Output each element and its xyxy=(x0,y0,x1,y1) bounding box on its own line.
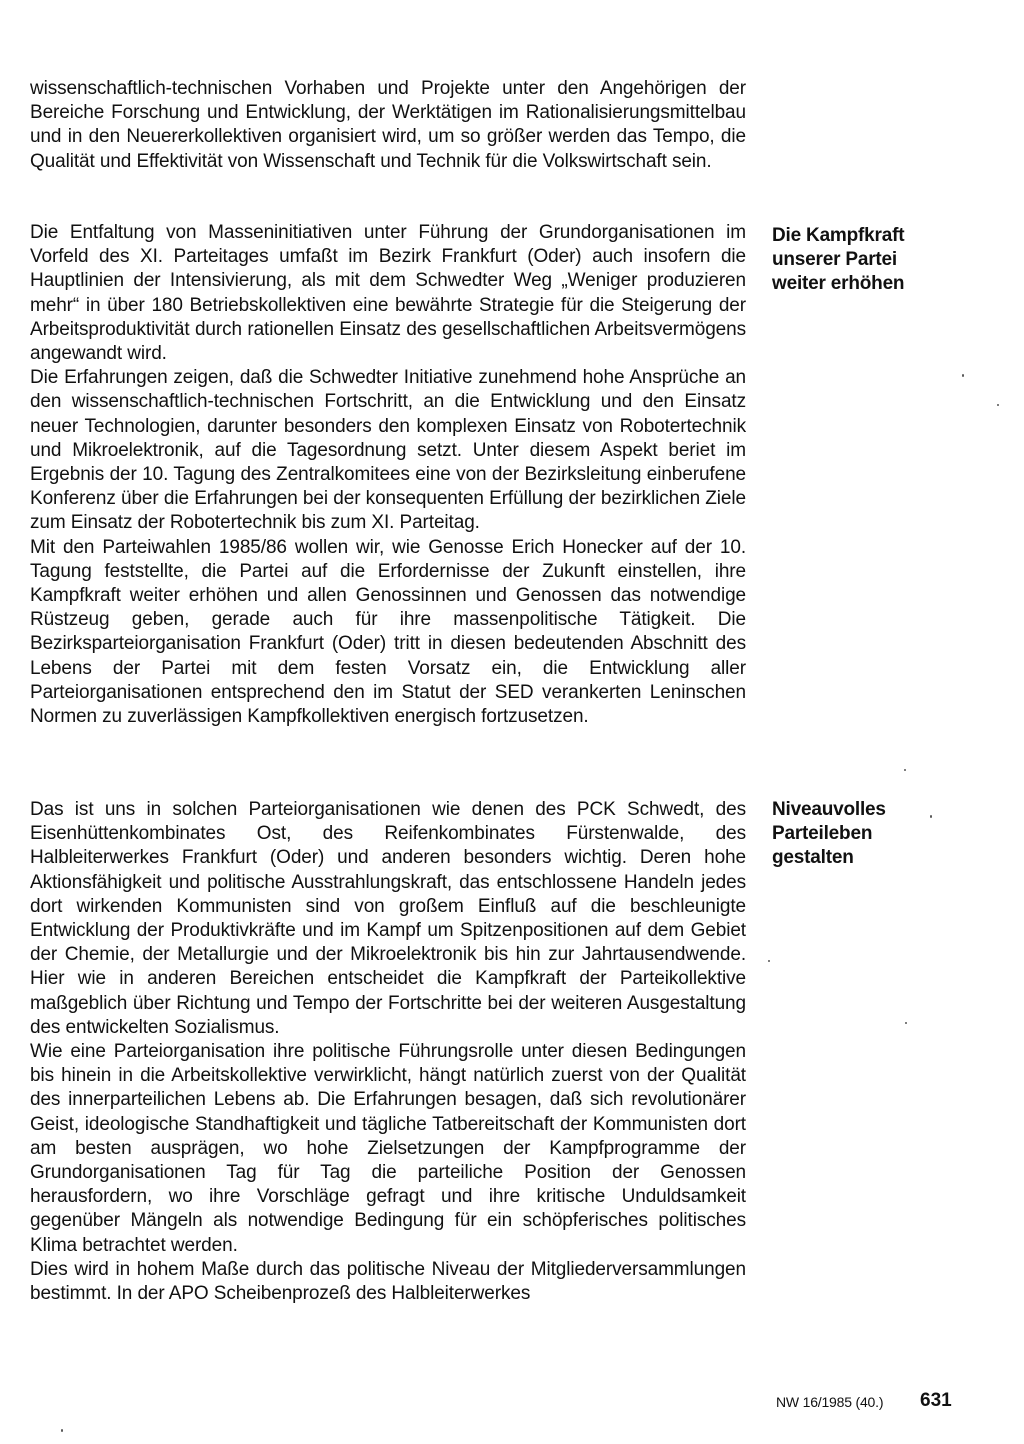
print-speck xyxy=(904,769,906,771)
margin-heading-kampfkraft xyxy=(772,224,952,296)
paragraph: wissenschaftlich-technischen Vorhaben und Projekte unter den Angehörigen der Bereiche Forschung und Entwicklung, der Werktätigen im Rationalisierungsmittelbau und in den Neuererkollektiven organisiert wird, um so größer werden das Tempo, die Qualität und Effektivität von Wissenschaft und Technik für die Volkswirtschaft sein. xyxy=(30,78,746,172)
paragraph: Dies wird in hohem Maße durch das politische Niveau der Mitgliederversammlungen bestimmt. In der APO Scheibenprozeß des Halbleiterwerkes xyxy=(30,1258,746,1305)
print-speck xyxy=(997,404,999,406)
text-block-intro xyxy=(30,77,746,174)
print-speck xyxy=(962,374,964,377)
heading-line: gestalten xyxy=(772,847,854,868)
heading-line: weiter erhöhen xyxy=(772,273,905,294)
print-speck xyxy=(768,960,770,962)
heading-line: Die Kampfkraft xyxy=(772,225,905,246)
paragraph: Die Entfaltung von Masseninitiativen unter Führung der Grundorganisationen im Vorfeld des XI. Parteitages umfaßt im Bezirk Frankfurt (Oder) auch insofern die Hauptlinien der Intensivierung, als mit dem Schwedter Weg „Weniger produzieren mehr“ in über 180 Betriebskollektiven eine bewährte Strategie für die Steigerung der Arbeitsproduktivität durch rationellen Einsatz des gesellschaftlichen Arbeitsvermögens angewandt wird. xyxy=(30,222,746,365)
paragraph: Die Erfahrungen zeigen, daß die Schwedter Initiative zunehmend hohe Ansprüche an den wissenschaftlich-technischen Fortschritt, an die Entwicklung und den Einsatz neuer Technologien, darunter besonders den komplexen Einsatz von Robotertechnik und Mikroelektronik, auf die Tagesordnung setzt. Unter diesem Aspekt beriet im Ergebnis der 10. Tagung des Zentralkomitees eine von der Bezirksleitung einberufene Konferenz über die Erfahrungen bei der konsequenten Erfüllung der bezirklichen Ziele zum Einsatz der Robotertechnik bis zum XI. Parteitag. xyxy=(30,367,746,534)
text-block-section-2 xyxy=(30,798,746,1306)
heading-line: unserer Partei xyxy=(772,249,897,270)
page-number: 631 xyxy=(920,1390,952,1411)
text-block-section-1 xyxy=(30,221,746,729)
print-speck xyxy=(905,1022,907,1024)
paragraph: Mit den Parteiwahlen 1985/86 wollen wir, wie Genosse Erich Honecker auf der 10. Tagung feststellte, die Partei auf die Erfordernisse der Zukunft einstellen, ihre Kampfkraft weiter erhöhen und allen Genossinnen und Genossen das notwendige Rüstzeug geben, gerade auch für ihre massenpolitische Tätigkeit. Die Bezirksparteiorganisation Frankfurt (Oder) tritt in diesen bedeutenden Abschnitt des Lebens der Partei mit dem festen Vorsatz ein, die Entwicklung aller Parteiorganisationen entsprechend den im Statut der SED verankerten Leninschen Normen zu zuverlässigen Kampfkollektiven energisch fortzusetzen. xyxy=(30,536,746,728)
print-speck xyxy=(930,815,932,818)
paragraph: Das ist uns in solchen Parteiorganisationen wie denen des PCK Schwedt, des Eisenhüttenkombinates Ost, des Reifenkombinates Fürstenwalde, des Halbleiterwerkes Frankfurt (Oder) und anderen besonders wichtig. Deren hohe Aktionsfähigkeit und politische Ausstrahlungskraft, das entschlossene Handeln jedes dort wirkenden Kommunisten sind von großem Einfluß auf die beschleunigte Entwicklung der Produktivkräfte und im Kampf um Spitzenpositionen auf dem Gebiet der Chemie, der Metallurgie und der Mikroelektronik bis hin zur Jahrtausendwende. Hier wie in anderen Bereichen entscheidet die Kampfkraft der Parteikollektive maßgeblich über Richtung und Tempo der Fortschritte bei der weiteren Ausgestaltung des entwickelten Sozialismus. xyxy=(30,799,746,1038)
paragraph: Wie eine Parteiorganisation ihre politische Führungsrolle unter diesen Bedingungen bis hinein in die Arbeitskollektive verwirklicht, hängt natürlich zuerst von der Qualität des innerparteilichen Lebens ab. Die Erfahrungen besagen, daß sich revolutionärer Geist, ideologische Standhaftigkeit und tägliche Tatbereitschaft der Kommunisten dort am besten ausprägen, wo hohe Zielsetzungen der Kampfprogramme der Grundorganisationen Tag für Tag die parteiliche Position der Genossen herausfordern, wo ihre Vorschläge gefragt und ihre kritische Unduldsamkeit gegenüber Mängeln als notwendige Bedingung für ein schöpferisches politisches Klima betrachtet werden. xyxy=(30,1041,746,1256)
footer-journal-reference: NW 16/1985 (40.) xyxy=(776,1394,884,1410)
heading-line: Niveauvolles xyxy=(772,799,886,820)
margin-heading-parteileben xyxy=(772,798,952,870)
print-speck xyxy=(61,1429,63,1432)
heading-line: Parteileben xyxy=(772,823,873,844)
